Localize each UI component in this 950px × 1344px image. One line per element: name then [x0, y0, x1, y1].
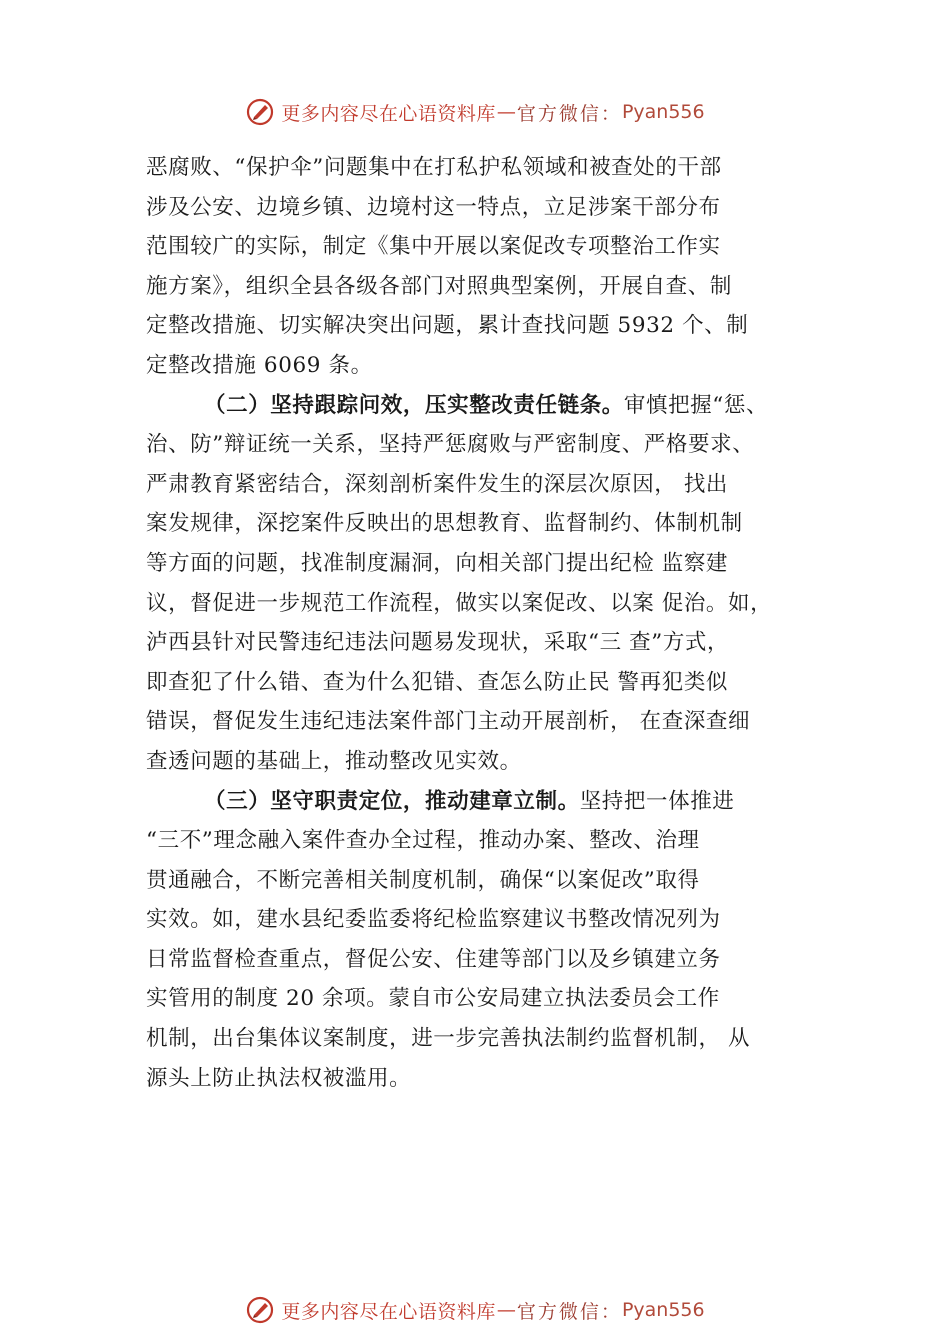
- text-line: 查透问题的基础上，推动整改见实效。: [146, 748, 522, 774]
- text-line: 定整改措施、切实解决突出问题，累计查找问题 5932 个、制: [146, 313, 749, 339]
- pen-logo-icon: [245, 97, 275, 127]
- footer-source-text: 更多内容尽在心语资料库: [281, 1300, 496, 1323]
- paragraph-3-first-rest: 坚持把一体推进: [579, 788, 735, 814]
- text-line: 严肃教育紧密结合，深刻剖析案件发生的深层次原因， 找出: [146, 471, 729, 497]
- text-line: 实效。如，建水县纪委监委将纪检监察建议书整改情况列为: [146, 907, 721, 933]
- footer-banner: [0, 1290, 950, 1330]
- paragraph-1: [146, 148, 846, 386]
- text-line: 源头上防止执法权被滥用。: [146, 1065, 412, 1091]
- text-line: 议，督促进一步规范工作流程，做实以案促改、以案 促治。如，: [146, 590, 773, 616]
- header-banner: [0, 92, 950, 132]
- text-line: 范围较广的实际，制定《集中开展以案促改专项整治工作实: [146, 234, 721, 260]
- text-line: 即查犯了什么错、查为什么犯错、查怎么防止民 警再犯类似: [146, 669, 729, 695]
- pen-logo-icon: [245, 1295, 275, 1325]
- text-line: 案发规律，深挖案件反映出的思想教育、监督制约、体制机制: [146, 511, 743, 537]
- paragraph-2-heading: （二）坚持跟踪问效，压实整改责任链条。: [204, 392, 624, 418]
- text-line: 泸西县针对民警违纪违法问题易发现状，采取“三 查”方式，: [146, 630, 730, 656]
- text-line: 恶腐败、“保护伞”问题集中在打私护私领域和被查处的干部: [146, 155, 722, 180]
- header-dash: —: [496, 101, 516, 123]
- text-line: “三不”理念融入案件查办全过程，推动办案、整改、治理: [146, 828, 700, 854]
- text-line: 错误，督促发生违纪违法案件部门主动开展剖析， 在查深查细: [146, 709, 751, 735]
- text-line: 机制，出台集体议案制度，进一步完善执法制约监督机制， 从: [146, 1026, 751, 1052]
- footer-dash: —: [496, 1299, 516, 1321]
- header-official-label: 官方微信：: [516, 102, 622, 125]
- document-body: [146, 148, 846, 1098]
- text-line: 实管用的制度 20 余项。蒙自市公安局建立执法委员会工作: [146, 986, 720, 1012]
- paragraph-2-first-line: [146, 386, 846, 426]
- footer-wechat-id: Pyan556: [621, 1299, 705, 1321]
- text-line: 等方面的问题，找准制度漏洞，向相关部门提出纪检 监察建: [146, 550, 729, 576]
- paragraph-2: [146, 386, 846, 782]
- text-line: 施方案》，组织全县各级各部门对照典型案例，开展自查、制: [146, 273, 732, 299]
- text-line: 定整改措施 6069 条。: [146, 352, 373, 378]
- header-wechat-id: Pyan556: [621, 101, 705, 123]
- paragraph-3: [146, 782, 846, 1099]
- header-source-text: 更多内容尽在心语资料库: [281, 102, 496, 125]
- paragraph-3-heading: （三）坚守职责定位，推动建章立制。: [204, 788, 580, 814]
- text-line: 日常监督检查重点，督促公安、住建等部门以及乡镇建立务: [146, 946, 721, 972]
- paragraph-3-first-line: [146, 782, 846, 822]
- text-line: 治、防”辩证统一关系，坚持严惩腐败与严密制度、严格要求、: [146, 432, 755, 458]
- text-line: 涉及公安、边境乡镇、边境村这一特点，立足涉案干部分布: [146, 194, 721, 220]
- footer-official-label: 官方微信：: [516, 1300, 622, 1323]
- text-line: 贯通融合，不断完善相关制度机制，确保“以案促改”取得: [146, 867, 700, 893]
- paragraph-2-first-rest: 审慎把握“惩、: [623, 392, 769, 418]
